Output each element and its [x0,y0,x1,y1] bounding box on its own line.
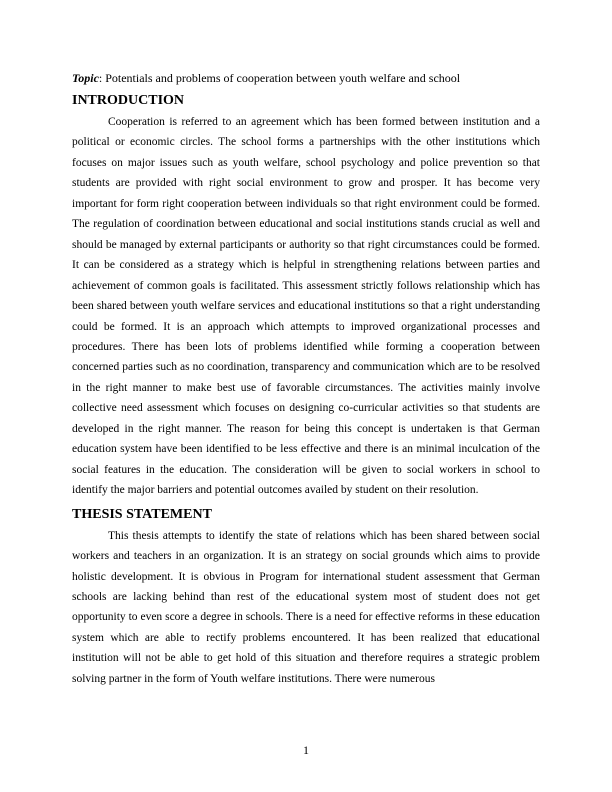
page-number: 1 [303,743,309,757]
thesis-statement-paragraph: This thesis attempts to identify the state of relations which has been shared between social workers and teachers in an organization. It is an strategy on social grounds which aims to provide holistic development. It is obvious in Program for international student assessment that German schools are lacking behind than rest of the educational system most of student does not get opportunity to even score a degree in schools. There is a need for effective reforms in these education system which are able to rectify problems encountered. It has been realized that educational institution will not be able to get hold of this situation and therefore requires a strategic problem solving partner in the form of Youth welfare institutions. There were numerous [72,529,540,685]
topic-line [72,68,540,88]
introduction-paragraph: Cooperation is referred to an agreement which has been formed between institution and a political or economic circles. The school forms a partnerships with the other institutions which focuses on major issues such as youth welfare, school psychology and police prevention so that students are provided with right social environment to grow and prosper. It has become very important for form right cooperation between individuals so that right environment could be formed. The regulation of coordination between educational and social institutions stands crucial as well and should be managed by external participants or authority so that right circumstances could be formed. It can be considered as a strategy which is helpful in strengthening relations between parties and achievement of common goals is facilitated. This assessment strictly follows relationship which has been shared between youth welfare services and educational institutions so that a right understanding could be formed. It is an approach which attempts to improved organizational processes and procedures. There has been lots of problems identified while forming a cooperation between concerned parties such as no coordination, transparency and communication which are to be resolved in the right manner to make best use of favorable circumstances. The activities mainly involve collective need assessment which focuses on designing co-curricular activities so that students are developed in the right manner. The reason for being this concept is undertaken is that German education system have been identified to be less effective and there is an minimal inculcation of the social features in the education. The consideration will be given to social workers in school to identify the major barriers and potential outcomes availed by student on their resolution. [72,116,540,497]
page-content [72,68,540,693]
thesis-statement-heading: THESIS STATEMENT [72,506,212,522]
topic-label: Topic [72,71,99,85]
introduction-heading: INTRODUCTION [72,93,185,108]
topic-text: : Potentials and problems of cooperation between youth welfare and school [98,71,461,85]
